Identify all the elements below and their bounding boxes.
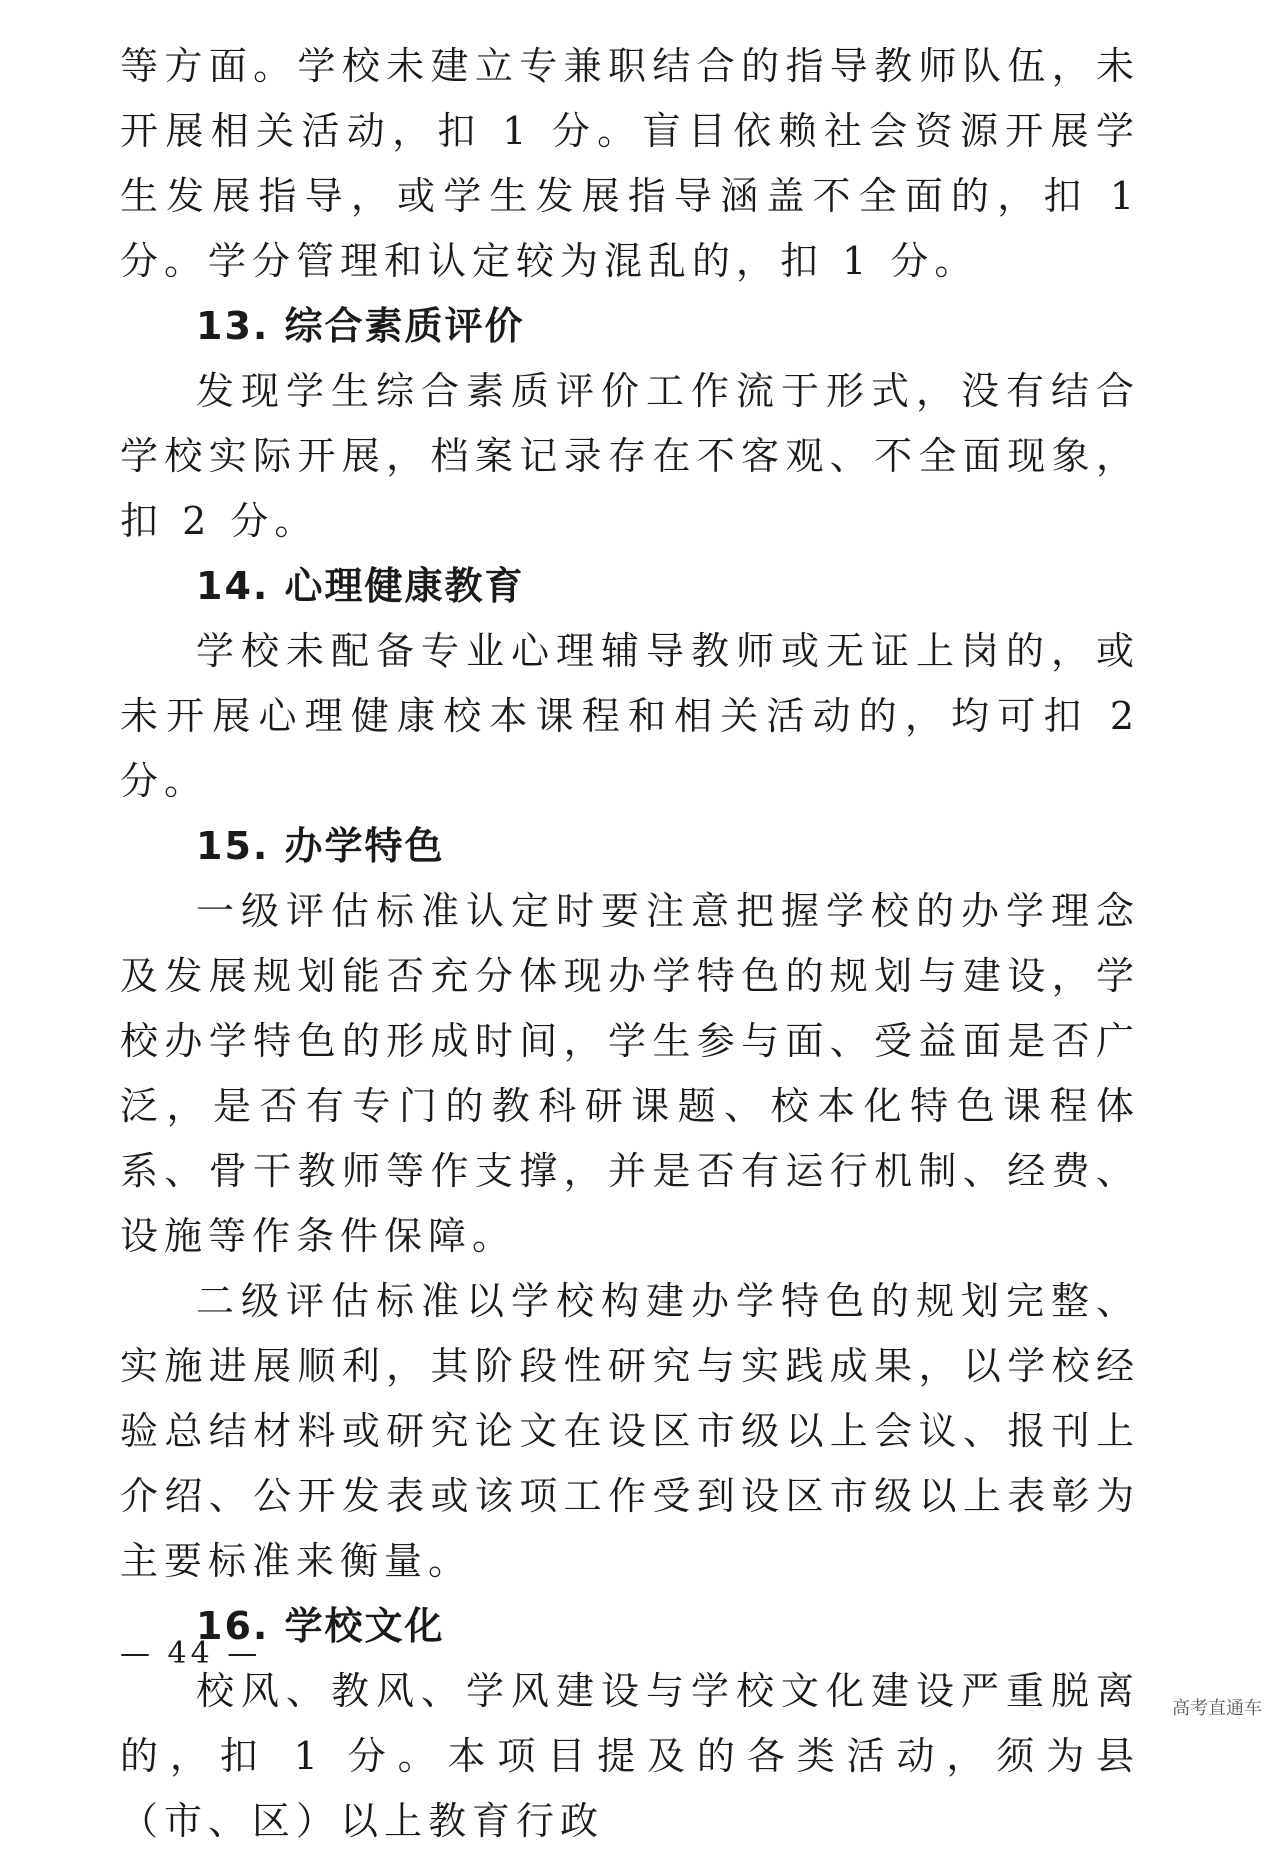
section-heading-13: 13. 综合素质评价	[196, 304, 525, 348]
paragraph-16: 校风、教风、学风建设与学校文化建设严重脱离的，扣 1 分。本项目提及的各类活动，须为县（市、区）以上教育行政	[120, 1669, 1140, 1843]
watermark: 高考直通车	[1172, 1698, 1262, 1719]
section-heading-16: 16. 学校文化	[196, 1604, 445, 1648]
document-body	[120, 34, 1140, 1854]
paragraph-1: 等方面。学校未建立专兼职结合的指导教师队伍，未开展相关活动，扣 1 分。盲目依赖社会资源开展学生发展指导，或学生发展指导涵盖不全面的，扣 1 分。学分管理和认定较为混乱的，扣 1 分。	[120, 44, 1140, 283]
paragraph-13: 发现学生综合素质评价工作流于形式，没有结合学校实际开展，档案记录存在不客观、不全面现象，扣 2 分。	[120, 369, 1140, 543]
section-heading-14: 14. 心理健康教育	[196, 564, 525, 608]
paragraph-15a: 一级评估标准认定时要注意把握学校的办学理念及发展规划能否充分体现办学特色的规划与建设，学校办学特色的形成时间，学生参与面、受益面是否广泛，是否有专门的教科研课题、校本化特色课程体系、骨干教师等作支撑，并是否有运行机制、经费、设施等作条件保障。	[120, 889, 1140, 1258]
section-heading-15: 15. 办学特色	[196, 824, 445, 868]
paragraph-15b: 二级评估标准以学校构建办学特色的规划完整、实施进展顺利，其阶段性研究与实践成果，以学校经验总结材料或研究论文在设区市级以上会议、报刊上介绍、公开发表或该项工作受到设区市级以上表彰为主要标准来衡量。	[120, 1279, 1140, 1583]
page-number: — 44 —	[120, 1636, 262, 1671]
paragraph-14: 学校未配备专业心理辅导教师或无证上岗的，或未开展心理健康校本课程和相关活动的，均可扣 2 分。	[120, 629, 1140, 803]
